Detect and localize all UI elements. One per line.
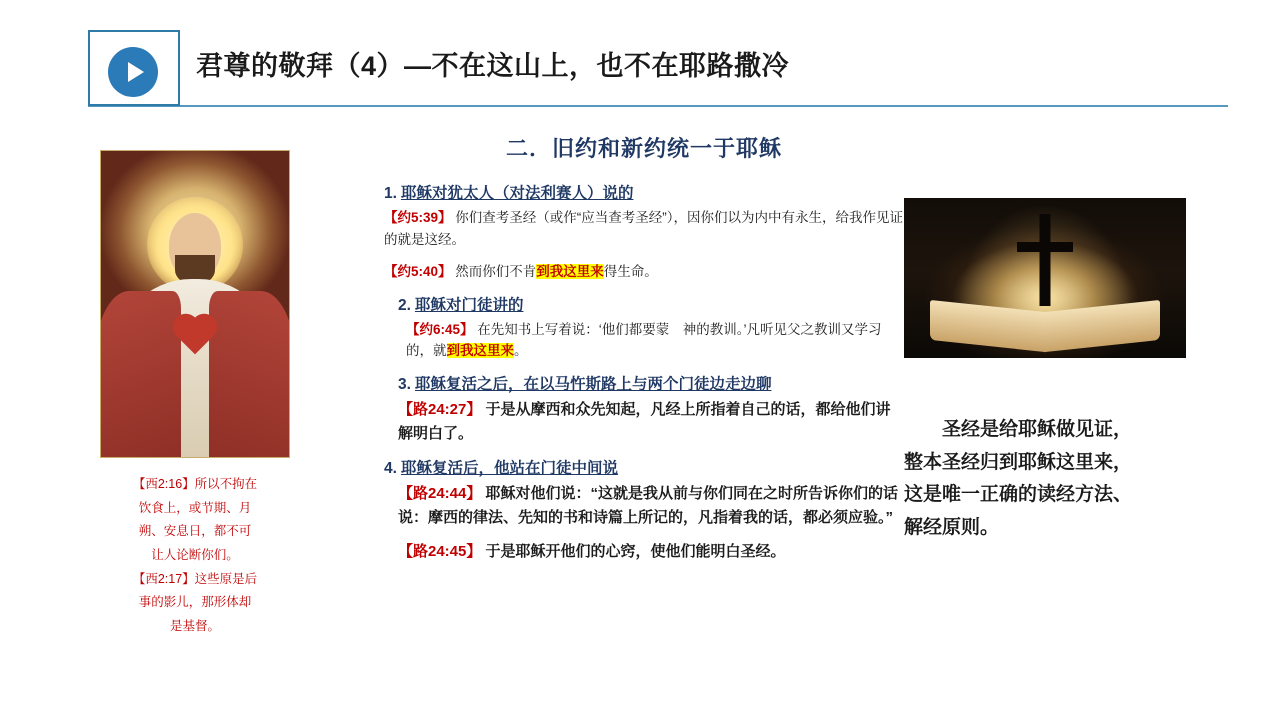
point-number: 3. — [398, 376, 411, 394]
jesus-portrait-image — [100, 150, 290, 458]
right-conclusion-text — [904, 414, 1214, 545]
point-heading — [384, 293, 904, 315]
verse-text: 于是耶稣开他们的心窍，使他们能明白圣经。 — [485, 543, 786, 561]
point-heading — [384, 372, 904, 394]
point-number: 2. — [398, 296, 411, 314]
verse-line — [384, 482, 904, 530]
header-divider — [88, 105, 1228, 107]
cloak-right-shape — [209, 291, 290, 458]
verse-highlight: 到我这里来 — [536, 263, 604, 279]
point-text: 耶稣对门徒讲的 — [414, 296, 524, 314]
right-text-line: 整本圣经归到耶稣这里来， — [904, 451, 1133, 473]
page-title: 君尊的敬拜（4）—不在这山上，也不在耶路撒冷 — [196, 51, 790, 81]
slide-header — [0, 0, 1280, 118]
point-text: 耶稣复活之后，在以马忤斯路上与两个门徒边走边聊 — [414, 376, 772, 394]
cross-vertical-shape — [1040, 214, 1051, 306]
verse-reference: 【约5:40】 — [384, 263, 452, 279]
verse-text: 耶稣对他们说：“这就是我从前与你们同在之时所告诉你们的话说：摩西的律法、先知的书和诗篇上所记的，凡指着我的话，都必须应验。” — [398, 485, 899, 527]
verse-text: 于是从摩西和众先知起，凡经上所指着自己的话，都给他们讲解明白了。 — [398, 401, 891, 443]
left-caption — [100, 474, 290, 636]
verse-text: 。 — [514, 343, 528, 359]
left-caption-line: 事的影儿，那形体却 — [138, 595, 252, 610]
verse-highlight: 到我这里来 — [446, 343, 514, 359]
verse-text: 在先知书上写着说：‘他们都要蒙 神的教训。’凡听见父之教训又学习的，就 — [406, 321, 882, 359]
verse-reference: 【约5:39】 — [384, 210, 452, 225]
verse-text: 然而你们不肯 — [455, 263, 537, 279]
verse-line — [384, 398, 904, 446]
center-column — [384, 132, 904, 574]
verse-reference: 【路24:45】 — [398, 543, 482, 561]
left-caption-line: 朔、安息日，都不可 — [138, 524, 252, 539]
cross-horizontal-shape — [1017, 242, 1073, 252]
verse-line — [384, 540, 904, 564]
left-caption-line: 【西2:16】所以不拘在 — [132, 477, 258, 491]
verse-reference: 【约6:45】 — [406, 321, 474, 337]
verse-line — [384, 319, 904, 363]
verse-reference: 【路24:44】 — [398, 485, 482, 503]
left-caption-line: 是基督。 — [169, 618, 220, 633]
cross-bible-image — [904, 198, 1186, 358]
cloak-left-shape — [100, 291, 181, 458]
point-number: 4. — [384, 460, 397, 478]
verse-text: 你们查考圣经（或作“应当查考圣经”），因你们以为内中有永生，给我作见证的就是这经。 — [384, 210, 904, 247]
right-text-line: 圣经是给耶稣做见证， — [942, 419, 1133, 440]
verse-line — [384, 207, 904, 251]
verse-text: 得生命。 — [603, 263, 658, 279]
right-text-line: 这是唯一正确的读经方法、 — [904, 484, 1133, 506]
points-container — [384, 181, 904, 564]
verse-reference: 【路24:27】 — [398, 401, 482, 419]
left-caption-line: 让人论断你们。 — [151, 547, 239, 562]
right-column — [904, 198, 1224, 545]
verse-line — [384, 261, 904, 283]
left-caption-line: 饮食上，或节期、月 — [138, 500, 252, 515]
point-heading — [384, 181, 904, 203]
left-column — [100, 150, 300, 639]
right-text-line: 解经原则。 — [904, 517, 1000, 539]
play-triangle-shape — [128, 62, 144, 82]
play-icon[interactable] — [108, 47, 158, 97]
point-heading — [384, 456, 904, 478]
point-number: 1. — [384, 185, 397, 202]
section-title: 二．旧约和新约统一于耶稣 — [505, 136, 782, 161]
point-text: 耶稣对犹太人（对法利赛人）说的 — [400, 185, 634, 202]
left-caption-line: 【西2:17】这些原是后 — [132, 571, 258, 586]
point-text: 耶稣复活后，他站在门徒中间说 — [400, 460, 618, 478]
